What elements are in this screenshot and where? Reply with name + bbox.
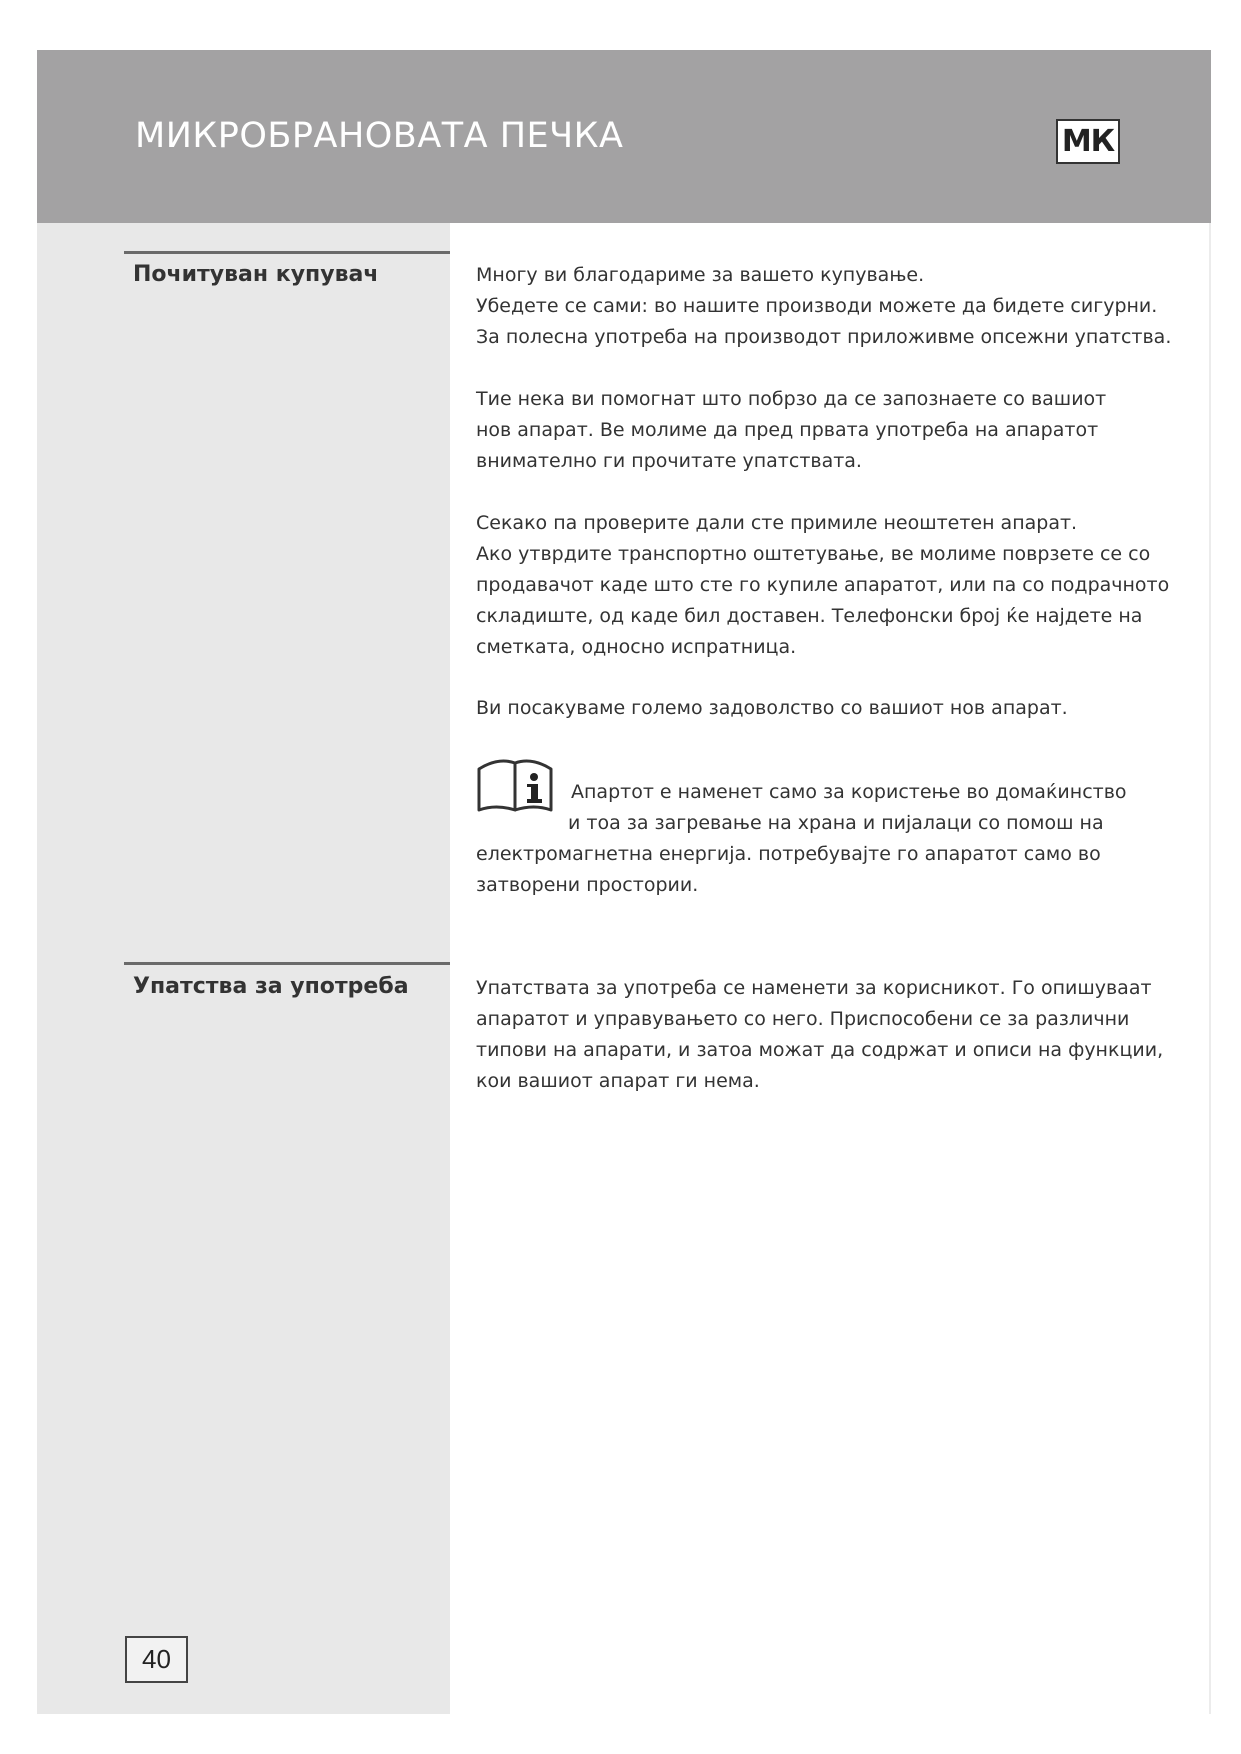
paragraph-wishes (476, 693, 1156, 724)
section-heading-instructions: Упатства за употреба (133, 974, 409, 999)
paragraph-instructions-help (476, 384, 1156, 477)
paragraph-manual-info (476, 973, 1164, 1097)
text-line: складиште, од каде бил доставен. Телефонски број ќе најдете на (476, 605, 1143, 627)
page-title: МИКРОБРАНОВАТА ПЕЧКА (135, 116, 624, 156)
paragraph-thanks (476, 260, 1172, 353)
section-heading-dear-customer: Почитуван купувач (133, 262, 379, 287)
text-line: внимателно ги прочитате упатствата. (476, 450, 862, 472)
text-line: Убедете се сами: во нашите производи можете да бидете сигурни. (476, 295, 1158, 317)
text-line: За полесна употреба на производот приложивме опсежни упатства. (476, 326, 1172, 348)
paragraph-damage-check (476, 508, 1170, 663)
info-note (476, 777, 1156, 901)
header-band (37, 50, 1211, 223)
text-line: Многу ви благодариме за вашето купување. (476, 264, 925, 286)
text-line: Секако па проверите дали сте примиле неоштетен апарат. (476, 512, 1078, 534)
text-line: Упатствата за употреба се наменети за корисникот. Го опишуваат (476, 977, 1152, 999)
text-line: нов апарат. Ве молиме да пред првата употреба на апаратот (476, 419, 1099, 441)
section-rule-dear-customer (124, 251, 450, 254)
text-line: Тие нека ви помогнат што побрзо да се запознаете со вашиот (476, 388, 1107, 410)
text-line: Апартот е наменет само за користење во домаќинство (571, 781, 1127, 803)
text-line: електромагнетна енергија. потребувајте го апаратот само во (476, 843, 1101, 865)
side-column (37, 223, 450, 1714)
text-line: типови на апарати, и затоа можат да содржат и описи на функции, (476, 1039, 1164, 1061)
text-line: сметката, односно испратница. (476, 636, 797, 658)
text-line: кои вашиот апарат ги нема. (476, 1070, 760, 1092)
section-rule-instructions (124, 962, 450, 965)
page-number: 40 (125, 1636, 188, 1683)
text-line: Ви посакуваме големо задоволство со вашиот нов апарат. (476, 697, 1068, 719)
text-line: Ако утврдите транспортно оштетување, ве молиме поврзете се со (476, 543, 1151, 565)
language-badge: МК (1056, 119, 1120, 164)
text-line: апаратот и управувањето со него. Приспособени се за различни (476, 1008, 1130, 1030)
text-line: и тоа за загревање на храна и пијалаци со помош на (568, 812, 1104, 834)
text-line: продавачот каде што сте го купиле апаратот, или па со подрачното (476, 574, 1170, 596)
text-line: затворени простории. (476, 874, 699, 896)
